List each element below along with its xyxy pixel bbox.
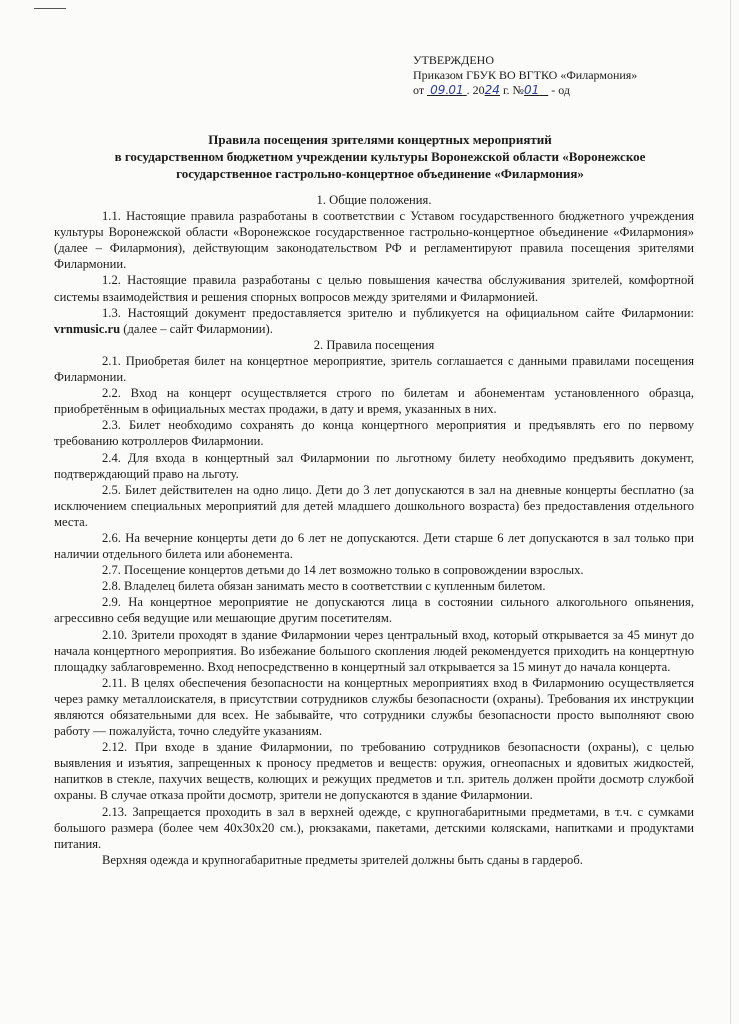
approval-date-line	[413, 83, 713, 98]
paragraph-2-8: 2.8. Владелец билета обязан занимать место в соответствии с купленным билетом.	[102, 579, 546, 594]
paragraph-2-9: 2.9. На концертное мероприятие не допускаются лица в состоянии сильного алкогольного опьянения, агрессивно себя ведущие или мешающие другим посетителям.	[54, 595, 694, 626]
paragraph-1-3: 1.3. Настоящий документ предоставляется зрителю и публикуется на официальном сайте Филармонии: vrnmusic.ru (далее – сайт Филармонии).	[54, 305, 694, 336]
section-1-heading: 1. Общие положения.	[316, 193, 432, 207]
approval-block	[413, 53, 713, 98]
paragraph-2-12: 2.12. При входе в здание Филармонии, по требованию сотрудников безопасности (охраны), с целью выявления и изъятия, запрещенных к проносу предметов и веществ: оружия, огнеопасных и ядовитых жидкостей, напитков в стекле, пахучих веществ, колющих и режущих предметов и т.п. зритель должен пройти досмотр службой охраны. В случае отказа пройти досмотр, зрители не допускаются в здание Филармонии.	[54, 740, 694, 803]
paragraph-2-4: 2.4. Для входа в концертный зал Филармонии по льготному билету необходимо предъявить документ, подтверждающий право на льготу.	[54, 450, 694, 481]
section-2-heading: 2. Правила посещения	[313, 337, 435, 352]
site-link-text: vrnmusic.ru	[54, 321, 121, 336]
year-field	[485, 83, 500, 97]
date-day-field: 09.01	[430, 83, 464, 97]
date-sep: . 20	[466, 83, 485, 97]
paragraph-2-11: 2.11. В целях обеспечения безопасности на концертных мероприятиях вход в Филармонию осуществляется через рамку металлоискателя, в присутствии сотрудников службы безопасности (охраны). Требования их инструкции являются обязательными для всех. Не забывайте, что сотрудники службы безопасности просто выполняют свою работу — пожалуйста, точно следуйте указаниям.	[54, 675, 694, 739]
year-suffix: г. №	[502, 83, 524, 97]
page-edge	[730, 0, 731, 1024]
approval-order: Приказом ГБУК ВО ВГТКО «Филармония»	[413, 68, 638, 82]
paragraph-2-3: 2.3. Билет необходимо сохранять до конца концертного мероприятия и предъявлять его по первому требованию котроллеров Филармонии.	[54, 418, 694, 449]
paragraph-2-10: 2.10. Зрители проходят в здание Филармонии через центральный вход, который открывается за 45 минут до начала концертного мероприятия. Во избежание большого скопления людей рекомендуется приходить на концертную площадку заблаговременно. Вход непосредственно в концертный зал открывается за 15 минут до начала концерта.	[54, 627, 694, 674]
paragraph-2-1: 2.1. Приобретая билет на концертное мероприятие, зритель соглашается с данными правилами посещения Филармонии.	[54, 353, 694, 385]
paragraph-1-2: 1.2. Настоящие правила разработаны с целью повышения качества обслуживания зрителей, комфортной системы взаимодействия и решения спорных вопросов между зрителями и Филармонией.	[54, 273, 694, 304]
title-line-3: государственное гастрольно-концертное объединение «Филармония»	[176, 166, 584, 181]
date-prefix: от	[413, 83, 425, 97]
title-line-2: в государственном бюджетном учреждении культуры Воронежской области «Воронежское	[114, 149, 646, 164]
number-field	[524, 83, 548, 97]
paragraph-2-5: 2.5. Билет действителен на одно лицо. Дети до 3 лет допускаются в зал на дневные концерты бесплатно (за исключением специальных мероприятий для детей младшего дошкольного возраста) без предоставления отдельного места.	[54, 482, 694, 529]
paragraph-2-2: 2.2. Вход на концерт осуществляется строго по билетам и абонементам установленного образца, приобретённым в официальных местах продажи, в дату и время, указанных в них.	[54, 386, 694, 417]
handwritten-number: 01	[523, 83, 540, 97]
handwritten-day: 09	[430, 83, 446, 97]
paragraph-2-7: 2.7. Посещение концертов детьми до 14 лет возможно только в сопровождении взрослых.	[102, 563, 584, 578]
document-body	[54, 192, 694, 868]
paragraph-1-1: 1.1. Настоящие правила разработаны в соответствии с Уставом государственного бюджетного учреждения культуры Воронежской области «Воронежское государственное гастрольно-концертное объединение «Филармония» (далее – Филармония), действующим законодательством РФ и регламентируют правила посещения зрителями Филармонии.	[54, 209, 694, 272]
paragraph-2-13: 2.13. Запрещается проходить в зал в верхней одежде, с крупногабаритными предметами, в т.ч. с сумками большого размера (более чем 40х30х20 см.), рюкзаками, пакетами, детскими колясками, напитками и продуктами питания.	[54, 804, 694, 851]
scan-mark	[34, 8, 66, 9]
number-suffix: - од	[551, 83, 571, 97]
document-title	[40, 131, 720, 182]
paragraph-last: Верхняя одежда и крупногабаритные предметы зрителей должны быть сданы в гардероб.	[102, 852, 583, 867]
handwritten-month: 01	[448, 83, 464, 97]
approval-heading: УТВЕРЖДЕНО	[413, 53, 495, 67]
paragraph-2-6: 2.6. На вечерние концерты дети до 6 лет не допускаются. Дети старше 6 лет допускаются в зал только при наличии отдельного билета или абонемента.	[54, 530, 694, 562]
title-line-1: Правила посещения зрителями концертных мероприятий	[208, 132, 552, 147]
handwritten-year: 24	[484, 83, 500, 97]
